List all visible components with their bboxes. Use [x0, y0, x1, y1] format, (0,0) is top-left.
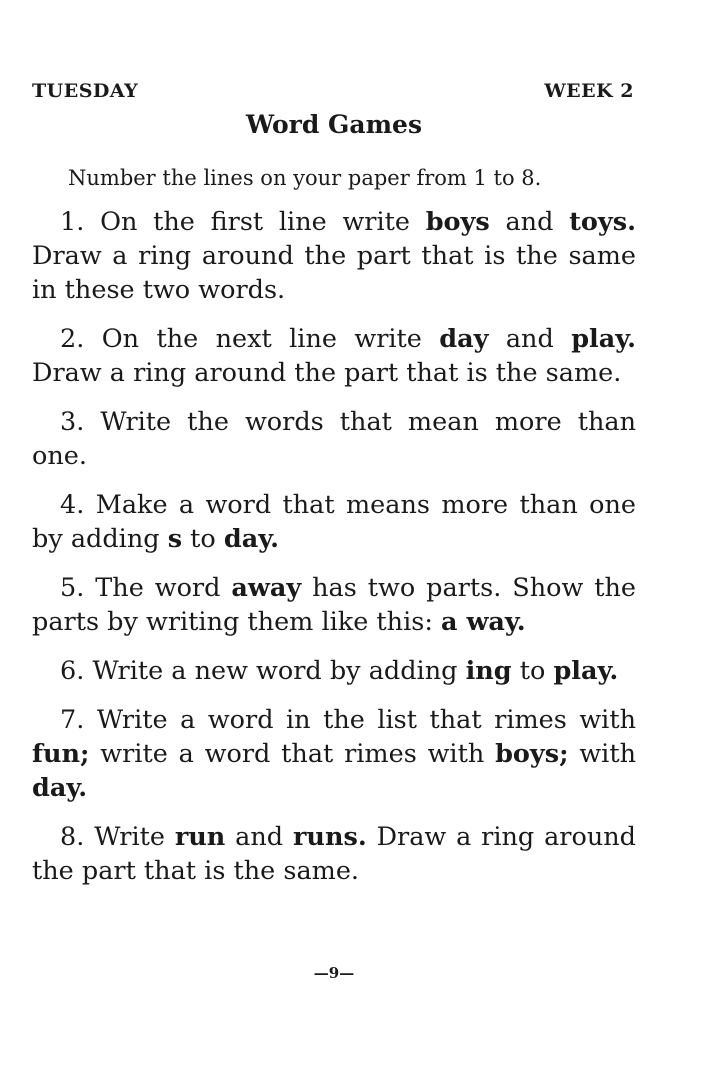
- bold-word: play.: [571, 324, 636, 354]
- exercise-text: to: [511, 656, 554, 686]
- exercise-item: [32, 571, 636, 639]
- day-label: TUESDAY: [32, 80, 139, 102]
- exercise-text: On the next line write: [101, 324, 440, 354]
- bold-word: toys.: [569, 207, 636, 237]
- bold-word: fun;: [32, 739, 90, 769]
- bold-word: boys;: [495, 739, 569, 769]
- bold-word: day.: [223, 524, 279, 554]
- exercise-number: 2.: [60, 324, 85, 354]
- exercise-item: [32, 488, 636, 556]
- bold-word: a way.: [441, 607, 526, 637]
- bold-word: day.: [32, 773, 88, 803]
- exercise-item: [32, 820, 636, 888]
- exercise-item: [32, 205, 636, 307]
- exercise-text: The word: [95, 573, 232, 603]
- exercise-number: 5.: [60, 573, 85, 603]
- instructions: Number the lines on your paper from 1 to 8.: [68, 166, 542, 190]
- exercise-text: and: [489, 207, 570, 237]
- exercise-number: 8.: [60, 822, 85, 852]
- exercise-number: 3.: [60, 407, 85, 437]
- bold-word: play.: [553, 656, 619, 686]
- exercise-item: [32, 405, 636, 473]
- exercise-text: and: [225, 822, 293, 852]
- exercise-text: On the first line write: [100, 207, 426, 237]
- week-label: WEEK 2: [544, 80, 634, 102]
- bold-word: ing: [465, 656, 512, 686]
- exercise-item: [32, 654, 636, 688]
- exercise-text: Write a new word by adding: [92, 656, 466, 686]
- exercise-text: Make a word that means more than one by adding: [32, 490, 636, 554]
- bold-word: runs.: [292, 822, 367, 852]
- exercise-text: Write a word in the list that rimes with: [96, 705, 637, 735]
- bold-word: day: [439, 324, 489, 354]
- exercise-number: 7.: [60, 705, 85, 735]
- page-title: Word Games: [245, 110, 423, 139]
- exercise-text: with: [568, 739, 637, 769]
- exercise-text: Draw a ring around the part that is the same.: [32, 358, 622, 388]
- bold-word: s: [167, 524, 183, 554]
- exercise-text: and: [488, 324, 572, 354]
- exercise-number: 1.: [60, 207, 85, 237]
- exercise-text: has two parts. Show the parts by writing them like this:: [32, 573, 636, 637]
- exercise-text: write a word that rimes with: [89, 739, 496, 769]
- exercise-text: Draw a ring around the part that is the same in these two words.: [32, 241, 636, 305]
- exercise-item: [32, 322, 636, 390]
- bold-word: boys: [425, 207, 490, 237]
- bold-word: run: [174, 822, 226, 852]
- exercise-item: [32, 703, 636, 805]
- exercise-list: [32, 205, 636, 903]
- exercise-text: Write the words that mean more than one.: [32, 407, 636, 471]
- exercise-number: 4.: [60, 490, 85, 520]
- exercise-text: to: [182, 524, 224, 554]
- exercise-text: Write: [94, 822, 175, 852]
- bold-word: away: [231, 573, 302, 603]
- page-number: —9—: [313, 964, 355, 982]
- exercise-number: 6.: [60, 656, 85, 686]
- exercise-text: Draw a ring around the part that is the same.: [32, 822, 637, 886]
